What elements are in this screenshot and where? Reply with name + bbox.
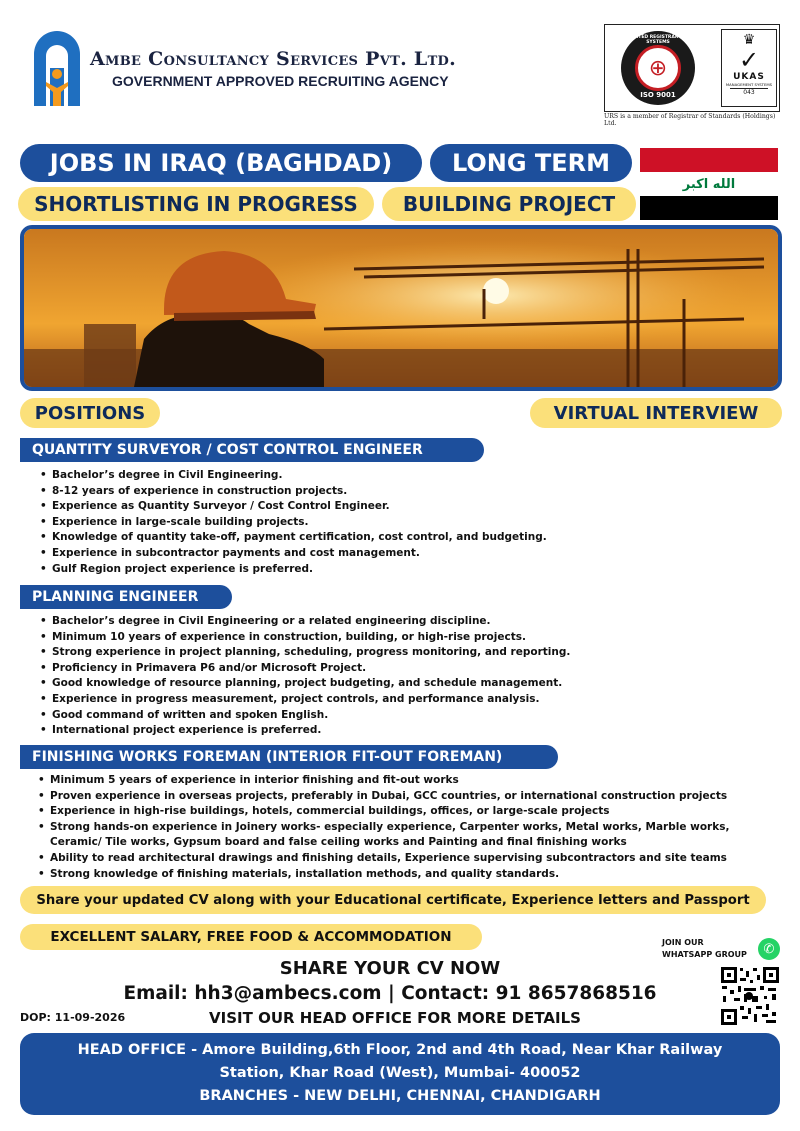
section-finishing-foreman-list xyxy=(38,773,762,882)
share-cv-heading: SHARE YOUR CV NOW xyxy=(279,958,501,979)
list-item: • Experience in progress measurement, project controls, and performance analysis. xyxy=(40,692,570,708)
list-item: • Strong hands-on experience in Joinery works- especially experience, Carpenter works, Metal works, Marble works, Ceramic/ Tile works, Gypsum board and false ceiling works and Painting and final finishing works xyxy=(38,820,762,851)
section-planning-engineer-title: PLANNING ENGINEER xyxy=(20,585,232,609)
jobs-in-iraq-pill: JOBS IN IRAQ (BAGHDAD) xyxy=(20,144,422,182)
list-item: • Ability to read architectural drawings and finishing details, Experience supervising subcontractors and site teams xyxy=(38,851,762,867)
footer-head-office-line1: HEAD OFFICE - Amore Building,6th Floor, 2nd and 4th Road, Near Khar Railway xyxy=(77,1042,723,1058)
certification-box xyxy=(604,24,780,112)
footer-head-office-line2: Station, Khar Road (West), Mumbai- 400052 xyxy=(219,1065,581,1081)
contact-email-phone[interactable]: Email: hh3@ambecs.com | Contact: 91 8657868516 xyxy=(123,983,657,1004)
company-logo xyxy=(28,28,86,108)
positions-pill: POSITIONS xyxy=(20,398,160,428)
list-item: • Proficiency in Primavera P6 and/or Microsoft Project. xyxy=(40,661,570,677)
long-term-pill: LONG TERM xyxy=(430,144,632,182)
list-item: • International project experience is preferred. xyxy=(40,723,570,739)
list-item: • Minimum 5 years of experience in interior finishing and fit-out works xyxy=(38,773,762,789)
ukas-number: 043 xyxy=(730,88,768,96)
iso-seal-inner xyxy=(635,45,681,91)
list-item: • Experience in subcontractor payments and cost management. xyxy=(40,546,547,562)
list-item: • Good knowledge of resource planning, project budgeting, and schedule management. xyxy=(40,676,570,692)
urs-note: URS is a member of Registrar of Standards (Holdings) Ltd. xyxy=(604,113,776,127)
footer-branches: BRANCHES - NEW DELHI, CHENNAI, CHANDIGARH xyxy=(199,1088,601,1104)
share-documents-banner: Share your updated CV along with your Educational certificate, Experience letters and Passport xyxy=(20,886,766,914)
ukas-sub-label: MANAGEMENT SYSTEMS xyxy=(725,82,773,87)
list-item: • Strong experience in project planning, scheduling, progress monitoring, and reporting. xyxy=(40,645,570,661)
crown-icon: ♛ xyxy=(742,32,756,48)
section-quantity-surveyor-title: QUANTITY SURVEYOR / COST CONTROL ENGINEER xyxy=(20,438,484,462)
list-item: • Gulf Region project experience is preferred. xyxy=(40,562,547,578)
ukas-mark xyxy=(721,29,777,107)
construction-sunset-illustration xyxy=(24,229,778,387)
whatsapp-label-1: JOIN OUR xyxy=(662,938,704,947)
flag-black-band xyxy=(640,196,778,220)
section-planning-engineer-list xyxy=(40,614,570,739)
checkmark-icon: ✓ xyxy=(738,46,760,74)
globe-icon: ⊕ xyxy=(648,55,668,81)
list-item: • Experience as Quantity Surveyor / Cost Control Engineer. xyxy=(40,499,547,515)
footer-address-box xyxy=(20,1033,780,1115)
list-item: • Experience in high-rise buildings, hotels, commercial buildings, offices, or large-scale projects xyxy=(38,804,762,820)
hero-image xyxy=(20,225,782,391)
urs-seal-text: UNITED REGISTRAR OF SYSTEMS xyxy=(629,35,687,45)
ukas-label: UKAS xyxy=(733,72,765,82)
list-item: • Knowledge of quantity take-off, payment certification, cost control, and budgeting. xyxy=(40,530,547,546)
flag-takbir: الله اكبر xyxy=(682,176,736,192)
list-item: • Proven experience in overseas projects, preferably in Dubai, GCC countries, or international construction projects xyxy=(38,789,762,805)
benefits-pill: EXCELLENT SALARY, FREE FOOD & ACCOMMODATION xyxy=(20,924,482,950)
section-finishing-foreman-title: FINISHING WORKS FOREMAN (INTERIOR FIT-OUT FOREMAN) xyxy=(20,745,558,769)
list-item: • Experience in large-scale building projects. xyxy=(40,515,547,531)
whatsapp-label-2: WHATSAPP GROUP xyxy=(662,950,747,959)
list-item: • Minimum 10 years of experience in construction, building, or high-rise projects. xyxy=(40,630,570,646)
list-item: • Bachelor’s degree in Civil Engineering. xyxy=(40,468,547,484)
section-quantity-surveyor-list xyxy=(40,468,547,577)
iso-label: ISO 9001 xyxy=(640,91,676,99)
company-name: Ambe Consultancy Services Pvt. Ltd. xyxy=(90,48,457,70)
virtual-interview-pill: VIRTUAL INTERVIEW xyxy=(530,398,782,428)
list-item: • Strong knowledge of finishing materials, installation methods, and quality standards. xyxy=(38,867,762,883)
visit-office-text: VISIT OUR HEAD OFFICE FOR MORE DETAILS xyxy=(209,1009,581,1027)
flag-white-band xyxy=(640,172,778,196)
dop-date: DOP: 11-09-2026 xyxy=(20,1011,126,1024)
flag-red-band xyxy=(640,148,778,172)
iso-seal xyxy=(621,31,695,105)
iraq-flag xyxy=(640,148,778,220)
list-item: • Bachelor’s degree in Civil Engineering or a related engineering discipline. xyxy=(40,614,570,630)
company-tagline: GOVERNMENT APPROVED RECRUITING AGENCY xyxy=(112,73,449,89)
building-project-pill: BUILDING PROJECT xyxy=(382,187,636,221)
shortlisting-pill: SHORTLISTING IN PROGRESS xyxy=(18,187,374,221)
list-item: • Good command of written and spoken English. xyxy=(40,708,570,724)
list-item: • 8-12 years of experience in construction projects. xyxy=(40,484,547,500)
ambe-logo-icon xyxy=(28,28,86,108)
whatsapp-icon[interactable]: ✆ xyxy=(758,938,780,960)
